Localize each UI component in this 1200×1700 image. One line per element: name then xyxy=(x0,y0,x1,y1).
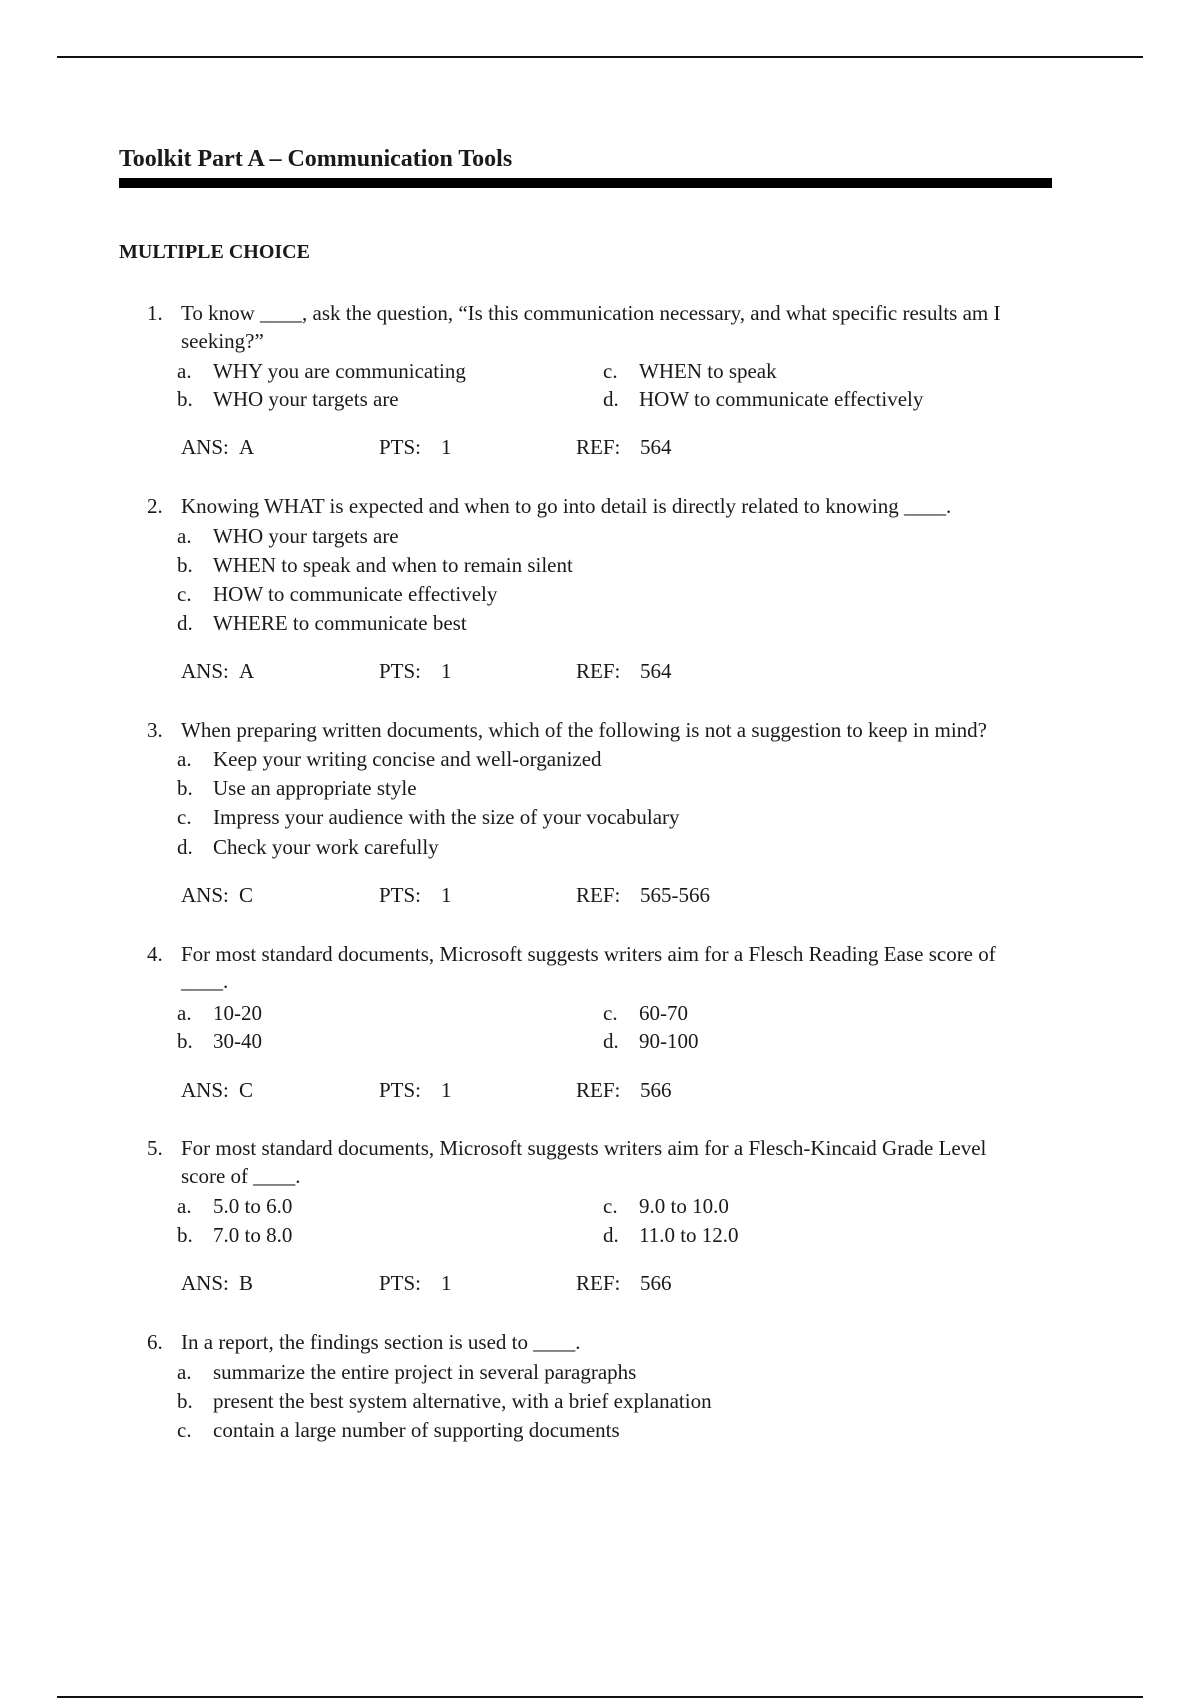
choice-a xyxy=(177,358,466,384)
choice-text: 60-70 xyxy=(639,1001,688,1025)
choice-letter: a. xyxy=(177,747,192,771)
choice-text: WHY you are communicating xyxy=(213,359,466,383)
ans-label: ANS: xyxy=(181,1078,229,1102)
answer-key xyxy=(181,658,254,684)
ref-value: 566 xyxy=(640,1078,672,1102)
choice-b xyxy=(177,775,417,801)
pts-label: PTS: xyxy=(379,435,422,459)
reference xyxy=(576,1270,672,1296)
choice-letter: d. xyxy=(177,835,193,859)
question-text: Knowing WHAT is expected and when to go into detail is directly related to knowing ____. xyxy=(181,494,952,518)
pts-label: PTS: xyxy=(379,659,422,683)
question-text: For most standard documents, Microsoft suggests writers aim for a Flesch Reading Ease score of xyxy=(181,942,996,966)
question-text: When preparing written documents, which of the following is not a suggestion to keep in mind? xyxy=(181,718,987,742)
points xyxy=(379,1077,452,1103)
choice-c xyxy=(177,804,680,830)
choice-c xyxy=(177,1417,620,1443)
choice-text: HOW to communicate effectively xyxy=(213,582,498,606)
choice-d xyxy=(177,834,439,860)
ref-label: REF: xyxy=(576,1078,621,1102)
choice-text: Keep your writing concise and well-organized xyxy=(213,747,602,771)
choice-text: summarize the entire project in several paragraphs xyxy=(213,1360,637,1384)
choice-b xyxy=(177,552,573,578)
question-text: To know ____, ask the question, “Is this communication necessary, and what specific results am I xyxy=(181,301,1001,325)
ans-value: B xyxy=(239,1271,254,1295)
choice-text: 9.0 to 10.0 xyxy=(639,1194,729,1218)
ans-value: C xyxy=(239,883,254,907)
pts-value: 1 xyxy=(441,435,452,459)
pts-value: 1 xyxy=(441,659,452,683)
choice-c xyxy=(603,1193,729,1219)
ref-label: REF: xyxy=(576,659,621,683)
choice-d xyxy=(603,1222,739,1248)
choice-b xyxy=(177,1388,712,1414)
choice-letter: b. xyxy=(177,776,193,800)
choice-letter: c. xyxy=(603,1194,618,1218)
choice-letter: c. xyxy=(603,359,618,383)
choice-text: Check your work carefully xyxy=(213,835,439,859)
ref-label: REF: xyxy=(576,883,621,907)
bottom-rule xyxy=(57,1696,1143,1698)
ans-value: A xyxy=(239,435,255,459)
page-title: Toolkit Part A – Communication Tools xyxy=(119,146,513,172)
answer-key xyxy=(181,1077,253,1103)
choice-text: 10-20 xyxy=(213,1001,262,1025)
answer-key xyxy=(181,882,253,908)
choice-text: WHERE to communicate best xyxy=(213,611,467,635)
question-text-continued: ____. xyxy=(181,969,229,993)
pts-label: PTS: xyxy=(379,1078,422,1102)
section-heading: MULTIPLE CHOICE xyxy=(119,241,310,263)
answer-key xyxy=(181,434,254,460)
pts-label: PTS: xyxy=(379,1271,422,1295)
choice-letter: b. xyxy=(177,553,193,577)
question-text-continued: score of ____. xyxy=(181,1164,301,1188)
choice-text: 7.0 to 8.0 xyxy=(213,1223,293,1247)
question-number: 4. xyxy=(147,942,163,966)
ans-label: ANS: xyxy=(181,1271,229,1295)
choice-letter: a. xyxy=(177,1001,192,1025)
question-text: For most standard documents, Microsoft suggests writers aim for a Flesch-Kincaid Grade Level xyxy=(181,1136,987,1160)
question-number: 2. xyxy=(147,494,163,518)
ref-value: 564 xyxy=(640,435,672,459)
ans-value: A xyxy=(239,659,255,683)
reference xyxy=(576,882,710,908)
choice-letter: a. xyxy=(177,1194,192,1218)
pts-value: 1 xyxy=(441,1271,452,1295)
choice-c xyxy=(603,358,777,384)
choice-letter: c. xyxy=(177,805,192,829)
choice-letter: d. xyxy=(177,611,193,635)
choice-text: 90-100 xyxy=(639,1029,699,1053)
question-number: 6. xyxy=(147,1330,163,1354)
pts-value: 1 xyxy=(441,1078,452,1102)
ref-value: 566 xyxy=(640,1271,672,1295)
question-number: 5. xyxy=(147,1136,163,1160)
choice-c xyxy=(603,1000,688,1026)
choice-letter: d. xyxy=(603,1223,619,1247)
reference xyxy=(576,658,672,684)
choice-letter: b. xyxy=(177,1223,193,1247)
choice-text: WHO your targets are xyxy=(213,524,399,548)
points xyxy=(379,1270,452,1296)
choice-letter: c. xyxy=(177,1418,192,1442)
pts-value: 1 xyxy=(441,883,452,907)
title-underline-bar xyxy=(119,178,1052,188)
choice-letter: d. xyxy=(603,387,619,411)
choice-d xyxy=(177,610,467,636)
question-text-continued: seeking?” xyxy=(181,329,264,353)
reference xyxy=(576,434,672,460)
choice-a xyxy=(177,746,602,772)
choice-text: HOW to communicate effectively xyxy=(639,387,924,411)
choice-b xyxy=(177,1222,292,1248)
ref-value: 564 xyxy=(640,659,672,683)
choice-text: 5.0 to 6.0 xyxy=(213,1194,293,1218)
choice-letter: c. xyxy=(603,1001,618,1025)
ref-value: 565-566 xyxy=(640,883,710,907)
question-text: In a report, the findings section is used to ____. xyxy=(181,1330,581,1354)
choice-letter: d. xyxy=(603,1029,619,1053)
ans-label: ANS: xyxy=(181,883,229,907)
choice-a xyxy=(177,1193,292,1219)
ref-label: REF: xyxy=(576,1271,621,1295)
top-rule xyxy=(57,56,1143,58)
pts-label: PTS: xyxy=(379,883,422,907)
question-number: 1. xyxy=(147,301,163,325)
choice-c xyxy=(177,581,497,607)
ans-value: C xyxy=(239,1078,254,1102)
choice-b xyxy=(177,1028,262,1054)
points xyxy=(379,434,452,460)
choice-d xyxy=(603,1028,699,1054)
choice-text: Impress your audience with the size of your vocabulary xyxy=(213,805,680,829)
choice-text: 11.0 to 12.0 xyxy=(639,1223,739,1247)
points xyxy=(379,882,452,908)
choice-text: WHEN to speak and when to remain silent xyxy=(213,553,573,577)
choice-letter: a. xyxy=(177,359,192,383)
choice-letter: b. xyxy=(177,1029,193,1053)
choice-letter: b. xyxy=(177,1389,193,1413)
choice-letter: a. xyxy=(177,524,192,548)
choice-text: present the best system alternative, with a brief explanation xyxy=(213,1389,712,1413)
question-number: 3. xyxy=(147,718,163,742)
choice-b xyxy=(177,386,399,412)
choice-letter: b. xyxy=(177,387,193,411)
choice-text: contain a large number of supporting documents xyxy=(213,1418,620,1442)
choice-a xyxy=(177,1000,262,1026)
choice-text: Use an appropriate style xyxy=(213,776,417,800)
reference xyxy=(576,1077,672,1103)
choice-a xyxy=(177,1359,636,1385)
choice-text: 30-40 xyxy=(213,1029,262,1053)
ans-label: ANS: xyxy=(181,435,229,459)
answer-key xyxy=(181,1270,253,1296)
ans-label: ANS: xyxy=(181,659,229,683)
points xyxy=(379,658,452,684)
choice-text: WHEN to speak xyxy=(639,359,777,383)
choice-a xyxy=(177,523,399,549)
choice-text: WHO your targets are xyxy=(213,387,399,411)
choice-letter: c. xyxy=(177,582,192,606)
choice-d xyxy=(603,386,923,412)
choice-letter: a. xyxy=(177,1360,192,1384)
ref-label: REF: xyxy=(576,435,621,459)
